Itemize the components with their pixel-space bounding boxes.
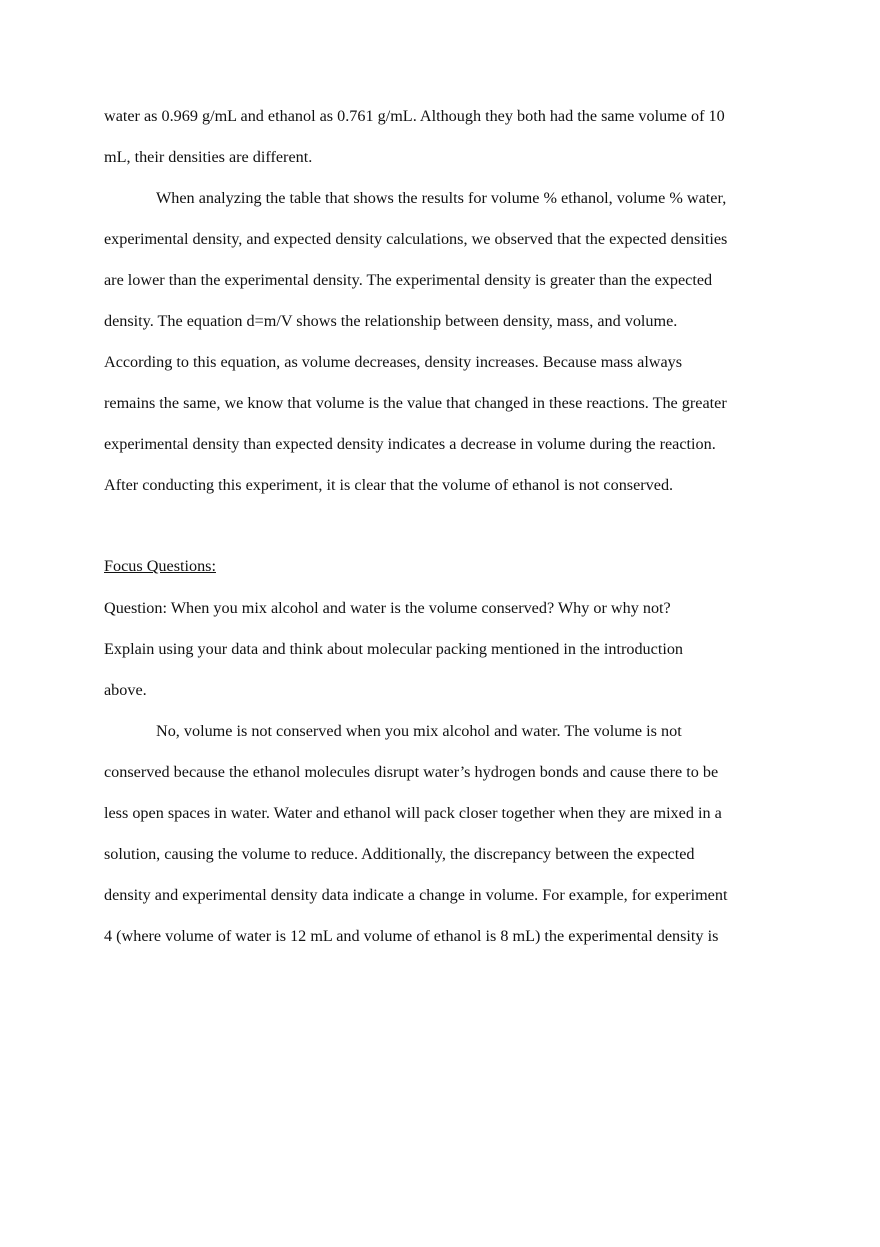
paragraph-2-line-8: After conducting this experiment, it is clear that the volume of ethanol is not conserved.	[104, 476, 674, 494]
paragraph-2-line-5: According to this equation, as volume decreases, density increases. Because mass always	[104, 353, 683, 371]
paragraph-2-line-2: experimental density, and expected density calculations, we observed that the expected densities	[104, 230, 728, 248]
paragraph-1-line-2: mL, their densities are different.	[104, 148, 313, 166]
paragraph-2-line-6: remains the same, we know that volume is the value that changed in these reactions. The greater	[104, 394, 727, 412]
paragraph-2-line-1: When analyzing the table that shows the results for volume % ethanol, volume % water,	[156, 189, 727, 207]
paragraph-2-line-4: density. The equation d=m/V shows the relationship between density, mass, and volume.	[104, 312, 678, 330]
answer-line-1: No, volume is not conserved when you mix alcohol and water. The volume is not	[156, 722, 682, 740]
section-heading: Focus Questions:	[104, 557, 216, 575]
answer-line-6: 4 (where volume of water is 12 mL and volume of ethanol is 8 mL) the experimental density is	[104, 927, 719, 945]
answer-line-4: solution, causing the volume to reduce. Additionally, the discrepancy between the expected	[104, 845, 695, 863]
answer-line-2: conserved because the ethanol molecules disrupt water’s hydrogen bonds and cause there to be	[104, 763, 719, 781]
paragraph-1-line-1: water as 0.969 g/mL and ethanol as 0.761 g/mL. Although they both had the same volume of 10	[104, 107, 725, 125]
answer-line-3: less open spaces in water. Water and ethanol will pack closer together when they are mixed in a	[104, 804, 722, 822]
question-line-1: Question: When you mix alcohol and water is the volume conserved? Why or why not?	[104, 599, 671, 617]
question-line-2: Explain using your data and think about molecular packing mentioned in the introduction	[104, 640, 684, 658]
paragraph-2-line-3: are lower than the experimental density. The experimental density is greater than the expected	[104, 271, 713, 289]
paragraph-2-line-7: experimental density than expected density indicates a decrease in volume during the reaction.	[104, 435, 716, 453]
answer-line-5: density and experimental density data indicate a change in volume. For example, for experiment	[104, 886, 728, 904]
question-line-3: above.	[104, 681, 147, 699]
